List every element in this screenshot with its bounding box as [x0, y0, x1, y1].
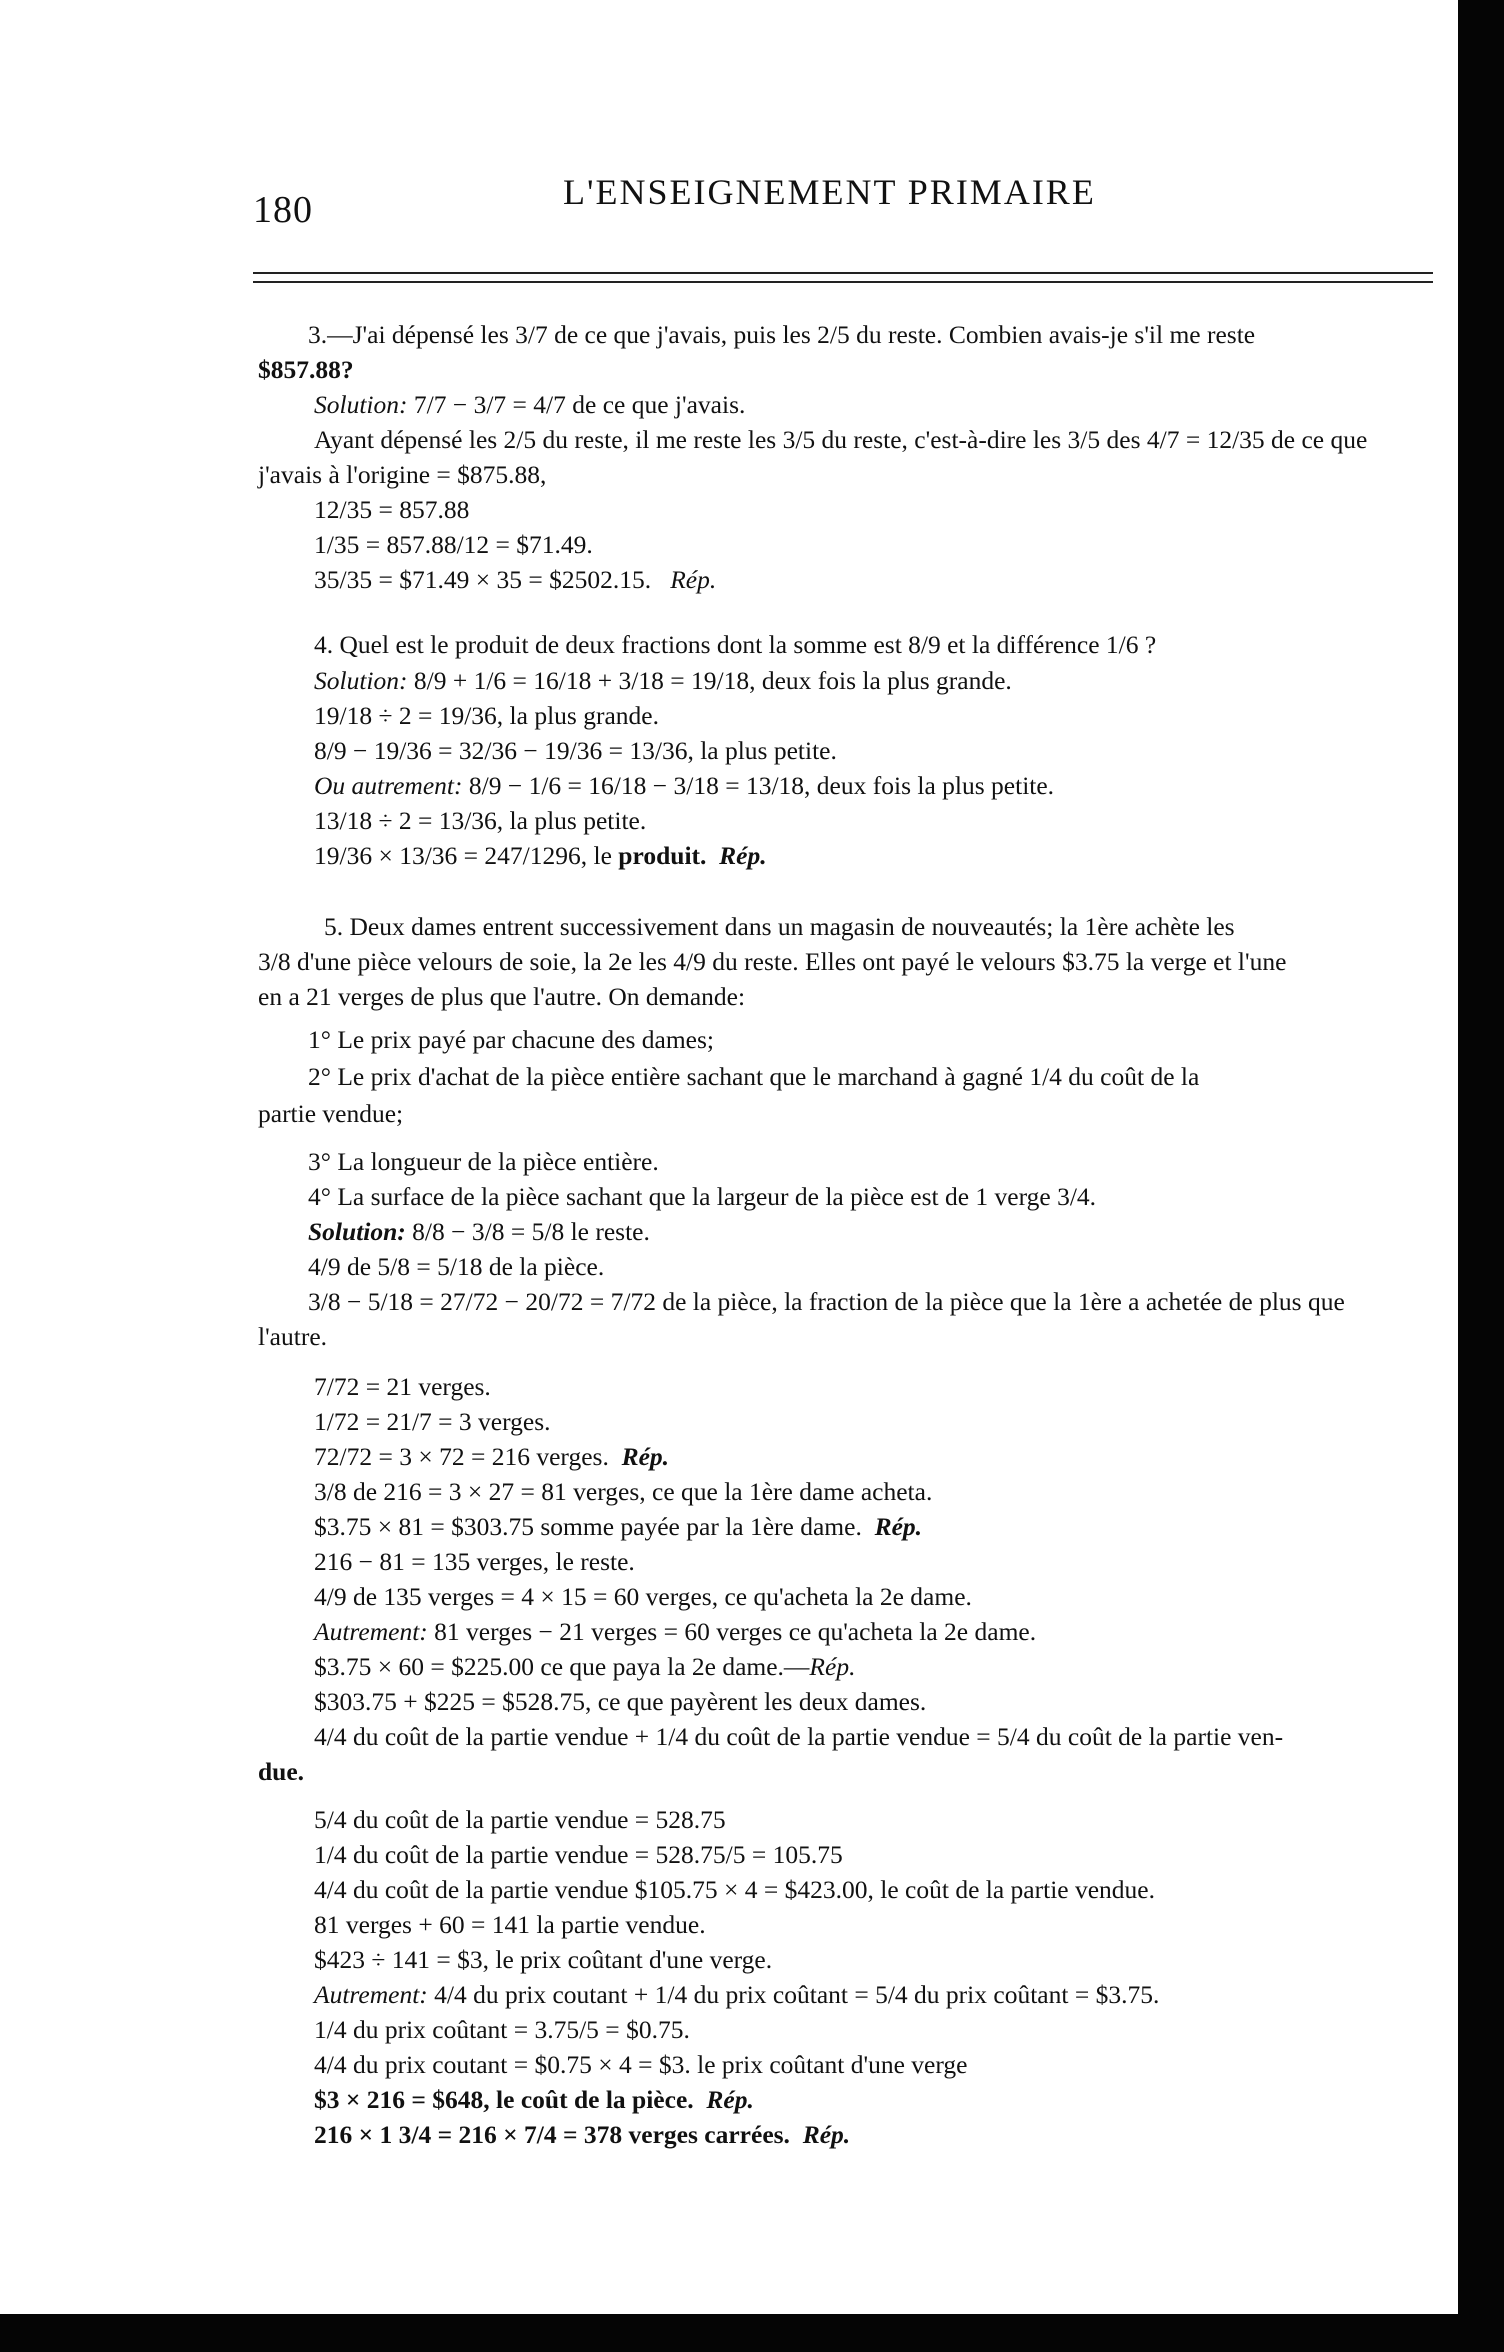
text-line: j'avais à l'origine = $875.88, [258, 460, 547, 489]
text-line: 3/8 d'une pièce velours de soie, la 2e les 4/9 du reste. Elles ont payé le velours $3.75 la verge et l'une [258, 947, 1287, 976]
problem-5-statement: 5. Deux dames entrent successivement dans un magasin de nouveautés; la 1ère achète les [324, 912, 1235, 941]
calc-line: $423 ÷ 141 = $3, le prix coûtant d'une verge. [314, 1945, 773, 1974]
calc-line [314, 2118, 850, 2152]
calc-line: 4/4 du coût de la partie vendue $105.75 × 4 = $423.00, le coût de la partie vendue. [314, 1875, 1155, 1904]
alternative-text: 81 verges − 21 verges = 60 verges ce qu'acheta la 2e dame. [434, 1617, 1037, 1646]
problem-4-statement: 4. Quel est le produit de deux fractions dont la somme est 8/9 et la différence 1/6 ? [314, 630, 1157, 659]
alternative-line [314, 1615, 1036, 1649]
text-line: en a 21 verges de plus que l'autre. On demande: [258, 982, 746, 1011]
running-title: L'ENSEIGNEMENT PRIMAIRE [563, 172, 1096, 212]
alternative-label: Ou autrement: [314, 771, 463, 800]
question-1: 1° Le prix payé par chacune des dames; [308, 1025, 714, 1054]
alternative-text: 4/4 du prix coutant + 1/4 du prix coûtant = 5/4 du prix coûtant = $3.75. [434, 1980, 1160, 2009]
problem-3-solution [314, 388, 745, 422]
text-line: partie vendue; [258, 1099, 404, 1128]
calc-bold-word: produit. [618, 841, 707, 870]
header-rule [253, 272, 1433, 274]
calc-line [314, 1510, 922, 1544]
calc-line [314, 563, 716, 597]
calc-line: 3/8 de 216 = 3 × 27 = 81 verges, ce que la 1ère dame acheta. [314, 1477, 933, 1506]
scan-border-bottom [0, 2314, 1504, 2352]
alternative-text: 8/9 − 1/6 = 16/18 − 3/18 = 13/18, deux fois la plus petite. [468, 771, 1055, 800]
calc-line: 4/9 de 135 verges = 4 × 15 = 60 verges, ce qu'acheta la 2e dame. [314, 1582, 972, 1611]
solution-text: 8/9 + 1/6 = 16/18 + 3/18 = 19/18, deux fois la plus grande. [413, 666, 1012, 695]
answer-mark: Rép. [874, 1512, 923, 1541]
calc-line: 5/4 du coût de la partie vendue = 528.75 [314, 1805, 726, 1834]
calc-line: 19/18 ÷ 2 = 19/36, la plus grande. [314, 701, 659, 730]
scan-border-right [1458, 0, 1504, 2352]
problem-5-solution [308, 1215, 650, 1249]
calc-text: 72/72 = 3 × 72 = 216 verges. [314, 1442, 609, 1471]
question-3: 3° La longueur de la pièce entière. [308, 1147, 659, 1176]
calc-line [314, 839, 767, 873]
text-line: l'autre. [258, 1322, 328, 1351]
calc-line: 1/72 = 21/7 = 3 verges. [314, 1407, 551, 1436]
calc-line [314, 1650, 855, 1684]
calc-line [314, 2083, 754, 2117]
calc-line: 81 verges + 60 = 141 la partie vendue. [314, 1910, 706, 1939]
calc-line: 1/4 du prix coûtant = 3.75/5 = $0.75. [314, 2015, 690, 2044]
answer-mark: Rép. [809, 1652, 856, 1681]
alternative-label: Autrement: [314, 1980, 428, 2009]
problem-3-statement: 3.—J'ai dépensé les 3/7 de ce que j'avais, puis les 2/5 du reste. Combien avais-je s'il me reste [308, 320, 1256, 349]
solution-text: 8/8 − 3/8 = 5/8 le reste. [412, 1217, 650, 1246]
answer-mark: Rép. [706, 2085, 754, 2114]
calc-line: 12/35 = 857.88 [314, 495, 470, 524]
calc-line: 4/4 du prix coutant = $0.75 × 4 = $3. le prix coûtant d'une verge [314, 2050, 968, 2079]
problem-4-solution [314, 664, 1012, 698]
answer-mark: Rép. [719, 841, 767, 870]
answer-mark: Rép. [802, 2120, 851, 2149]
text-line: Ayant dépensé les 2/5 du reste, il me reste les 3/5 du reste, c'est-à-dire les 3/5 des 4/7 = 12/35 de ce que [314, 425, 1368, 454]
calc-line: 13/18 ÷ 2 = 13/36, la plus petite. [314, 806, 647, 835]
answer-mark: Rép. [621, 1442, 670, 1471]
calc-line [314, 1440, 669, 1474]
calc-line: 7/72 = 21 verges. [314, 1372, 491, 1401]
calc-line: 4/4 du coût de la partie vendue + 1/4 du coût de la partie vendue = 5/4 du coût de la partie ven- [314, 1722, 1284, 1751]
question-2: 2° Le prix d'achat de la pièce entière sachant que le marchand à gagné 1/4 du coût de la [308, 1062, 1200, 1091]
question-4: 4° La surface de la pièce sachant que la largeur de la pièce est de 1 verge 3/4. [308, 1182, 1097, 1211]
calc-text: 35/35 = $71.49 × 35 = $2502.15. [314, 565, 652, 594]
alternative-label: Autrement: [314, 1617, 428, 1646]
solution-label: Solution: [314, 666, 408, 695]
calc-text: $3.75 × 60 = $225.00 ce que paya la 2e dame.— [314, 1652, 810, 1681]
calc-text: 216 × 1 3/4 = 216 × 7/4 = 378 verges carrées. [314, 2120, 790, 2149]
problem-4-alternative [314, 769, 1054, 803]
calc-line: 1/4 du coût de la partie vendue = 528.75/5 = 105.75 [314, 1840, 843, 1869]
solution-label: Solution: [308, 1217, 406, 1246]
problem-3-statement-end: $857.88? [258, 355, 354, 384]
calc-text: $3 × 216 = $648, le coût de la pièce. [314, 2085, 694, 2114]
calc-line: 4/9 de 5/8 = 5/18 de la pièce. [308, 1252, 605, 1281]
header-rule [253, 281, 1433, 283]
text-line: due. [258, 1757, 305, 1786]
calc-text: 19/36 × 13/36 = 247/1296, le [314, 841, 612, 870]
calc-line: $303.75 + $225 = $528.75, ce que payèrent les deux dames. [314, 1687, 927, 1716]
calc-line: 216 − 81 = 135 verges, le reste. [314, 1547, 635, 1576]
calc-text: $3.75 × 81 = $303.75 somme payée par la 1ère dame. [314, 1512, 862, 1541]
solution-label: Solution: [314, 390, 408, 419]
calc-line: 8/9 − 19/36 = 32/36 − 19/36 = 13/36, la plus petite. [314, 736, 837, 765]
page-number: 180 [253, 189, 313, 231]
calc-line: 1/35 = 857.88/12 = $71.49. [314, 530, 593, 559]
solution-text: 7/7 − 3/7 = 4/7 de ce que j'avais. [413, 390, 746, 419]
answer-mark: Rép. [670, 565, 717, 594]
calc-line: 3/8 − 5/18 = 27/72 − 20/72 = 7/72 de la pièce, la fraction de la pièce que la 1ère a achetée de plus que [308, 1287, 1345, 1316]
alternative-line [314, 1978, 1159, 2012]
